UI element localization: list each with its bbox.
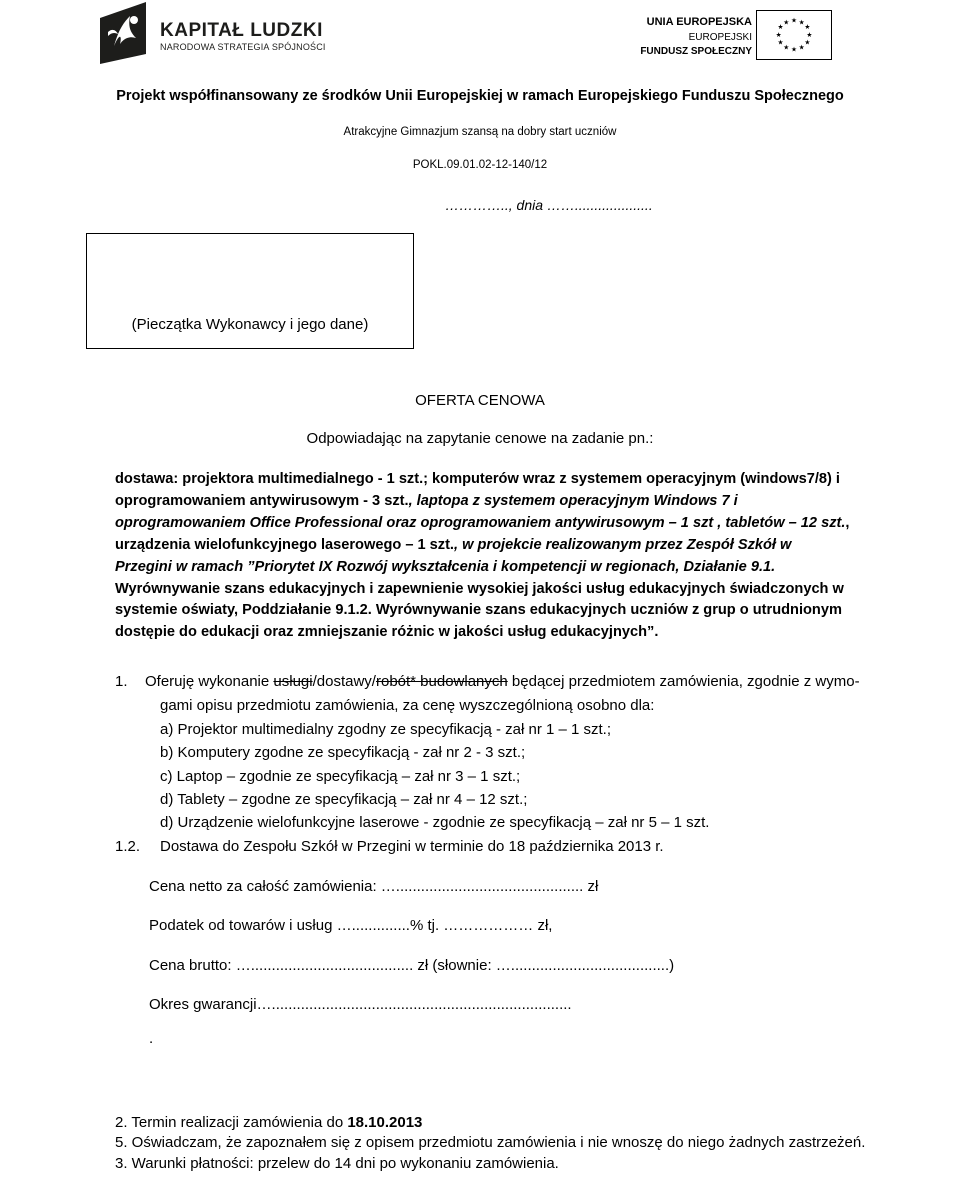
offer-line1 — [145, 673, 860, 690]
project-code: POKL.09.01.02-12-140/12 — [412, 159, 548, 171]
vat-line: Podatek od towarów i usług …..............% tj. ……………… zł, — [149, 917, 553, 934]
subject-part5: Wyrównywanie szans edukacyjnych i zapewnienie wysokiej jakości usług edukacyjnych świadczonych w systemie oświaty, Poddziałanie 9.1.2. — [115, 580, 844, 619]
dot-line: . — [149, 1030, 154, 1047]
svg-text:★: ★ — [804, 38, 811, 47]
term-date: 18.10.2013 — [347, 1114, 423, 1131]
eu-line2: EUROPEJSKI — [688, 32, 752, 43]
svg-text:★: ★ — [777, 23, 784, 32]
offer-item-c: c) Laptop – zgodnie ze specyfikacją – zał nr 3 – 1 szt.; — [160, 768, 521, 785]
offer-line1-mid: /dostawy/ — [312, 673, 376, 690]
svg-text:★: ★ — [790, 16, 798, 25]
document-title: OFERTA CENOWA — [415, 392, 545, 409]
kapital-ludzki-name: KAPITAŁ LUDZKI — [160, 20, 323, 41]
svg-text:★: ★ — [783, 43, 790, 52]
gross-price-line: Cena brutto: …....................................... zł (słownie: …......................................) — [149, 957, 675, 974]
eu-line1: UNIA EUROPEJSKA — [646, 16, 752, 28]
eu-flag-icon — [756, 10, 832, 60]
svg-text:★: ★ — [798, 43, 805, 52]
reference-line: Odpowiadając na zapytanie cenowe na zadanie pn.: — [306, 430, 654, 447]
offer-item-a: a) Projektor multimedialny zgodny ze specyfikacją - zał nr 1 – 1 szt.; — [160, 721, 612, 738]
statement-line: 5. Oświadczam, że zapoznałem się z opisem przedmiotu zamówienia i nie wnoszę do niego żadnych zastrzeżeń. — [115, 1134, 866, 1151]
svg-text:★: ★ — [798, 18, 805, 27]
offer-item-b: b) Komputery zgodne ze specyfikacją - zał nr 2 - 3 szt.; — [160, 744, 526, 761]
svg-text:★: ★ — [783, 18, 790, 27]
kapital-ludzki-subtitle: NARODOWA STRATEGIA SPÓJNOŚCI — [160, 42, 326, 52]
subject-part6: Wyrównywanie szans edukacyjnych uczniów z grup o utrudnionym dostępie do edukacji oraz zmniejszanie różnic w jakości usług edukacyjnych”. — [115, 602, 842, 641]
net-price-line: Cena netto za całość zamówienia: …............................................. zł — [149, 878, 599, 895]
kapital-ludzki-mark-icon — [100, 2, 152, 64]
subject-part1: dostawa: projektora multimedialnego - 1 szt.; komputerów wraz z systemem operacyjnym (windows7/8) i oprogramowaniem antywirusowym - 3 szt. — [115, 471, 840, 509]
offer-line2: gami opisu przedmiotu zamówienia, za cenę wyszczególnioną osobno dla: — [160, 697, 655, 714]
eu-logo — [640, 10, 840, 64]
date-line: ………….., dnia …….................... — [445, 197, 653, 213]
warranty-line: Okres gwarancji…........................................................................ — [149, 996, 572, 1013]
offer-line12: Dostawa do Zespołu Szkół w Przegini w terminie do 18 października 2013 r. — [160, 838, 664, 855]
subject-part2: , laptopa z systemem operacyjnym Windows 7 i oprogramowaniem Office Professional oraz oprogramowaniem antywirusowym – 1 szt , tabletów – 12 szt. — [115, 492, 846, 531]
project-name: Atrakcyjne Gimnazjum szansą na dobry start uczniów — [343, 126, 617, 138]
cofunding-statement: Projekt współfinansowany ze środków Unii Europejskiej w ramach Europejskiego Funduszu Społecznego — [116, 88, 844, 104]
offer-line1-pre: Oferuję wykonanie — [145, 673, 274, 690]
svg-text:★: ★ — [775, 30, 782, 39]
payment-line: 3. Warunki płatności: przelew do 14 dni po wykonaniu zamówienia. — [115, 1155, 559, 1172]
subject-paragraph — [115, 469, 850, 644]
offer-line1-post: będącej przedmiotem zamówienia, zgodnie z wymo- — [507, 673, 860, 690]
term-line — [115, 1114, 422, 1131]
subject-part4: , w projekcie realizowanym przez Zespół Szkół w Przegini w ramach ”Priorytet IX Rozwój wykształcenia i kompetencji w regionach, Działanie 9.1. — [115, 536, 792, 575]
offer-number-12: 1.2. — [115, 838, 141, 855]
offer-strike-works: robót* budowlanych — [375, 673, 508, 690]
subject-part3: , urządzenia wielofunkcyjnego laserowego – 1 szt. — [115, 514, 850, 553]
stamp-label: (Pieczątka Wykonawcy i jego dane) — [131, 316, 369, 333]
kapital-ludzki-logo — [100, 2, 340, 66]
svg-text:★: ★ — [804, 23, 811, 32]
term-label: 2. Termin realizacji zamówienia do — [115, 1114, 348, 1131]
svg-text:★: ★ — [806, 30, 813, 39]
eu-line3: FUNDUSZ SPOŁECZNY — [640, 46, 752, 57]
offer-item-d2: d) Urządzenie wielofunkcyjne laserowe - zgodnie ze specyfikacją – zał nr 5 – 1 szt. — [160, 814, 710, 831]
offer-number: 1. — [115, 673, 128, 690]
offer-item-d: d) Tablety – zgodne ze specyfikacją – zał nr 4 – 12 szt.; — [160, 791, 528, 808]
svg-text:★: ★ — [790, 45, 798, 54]
svg-text:★: ★ — [777, 38, 784, 47]
offer-strike-services: usługi — [273, 673, 313, 690]
